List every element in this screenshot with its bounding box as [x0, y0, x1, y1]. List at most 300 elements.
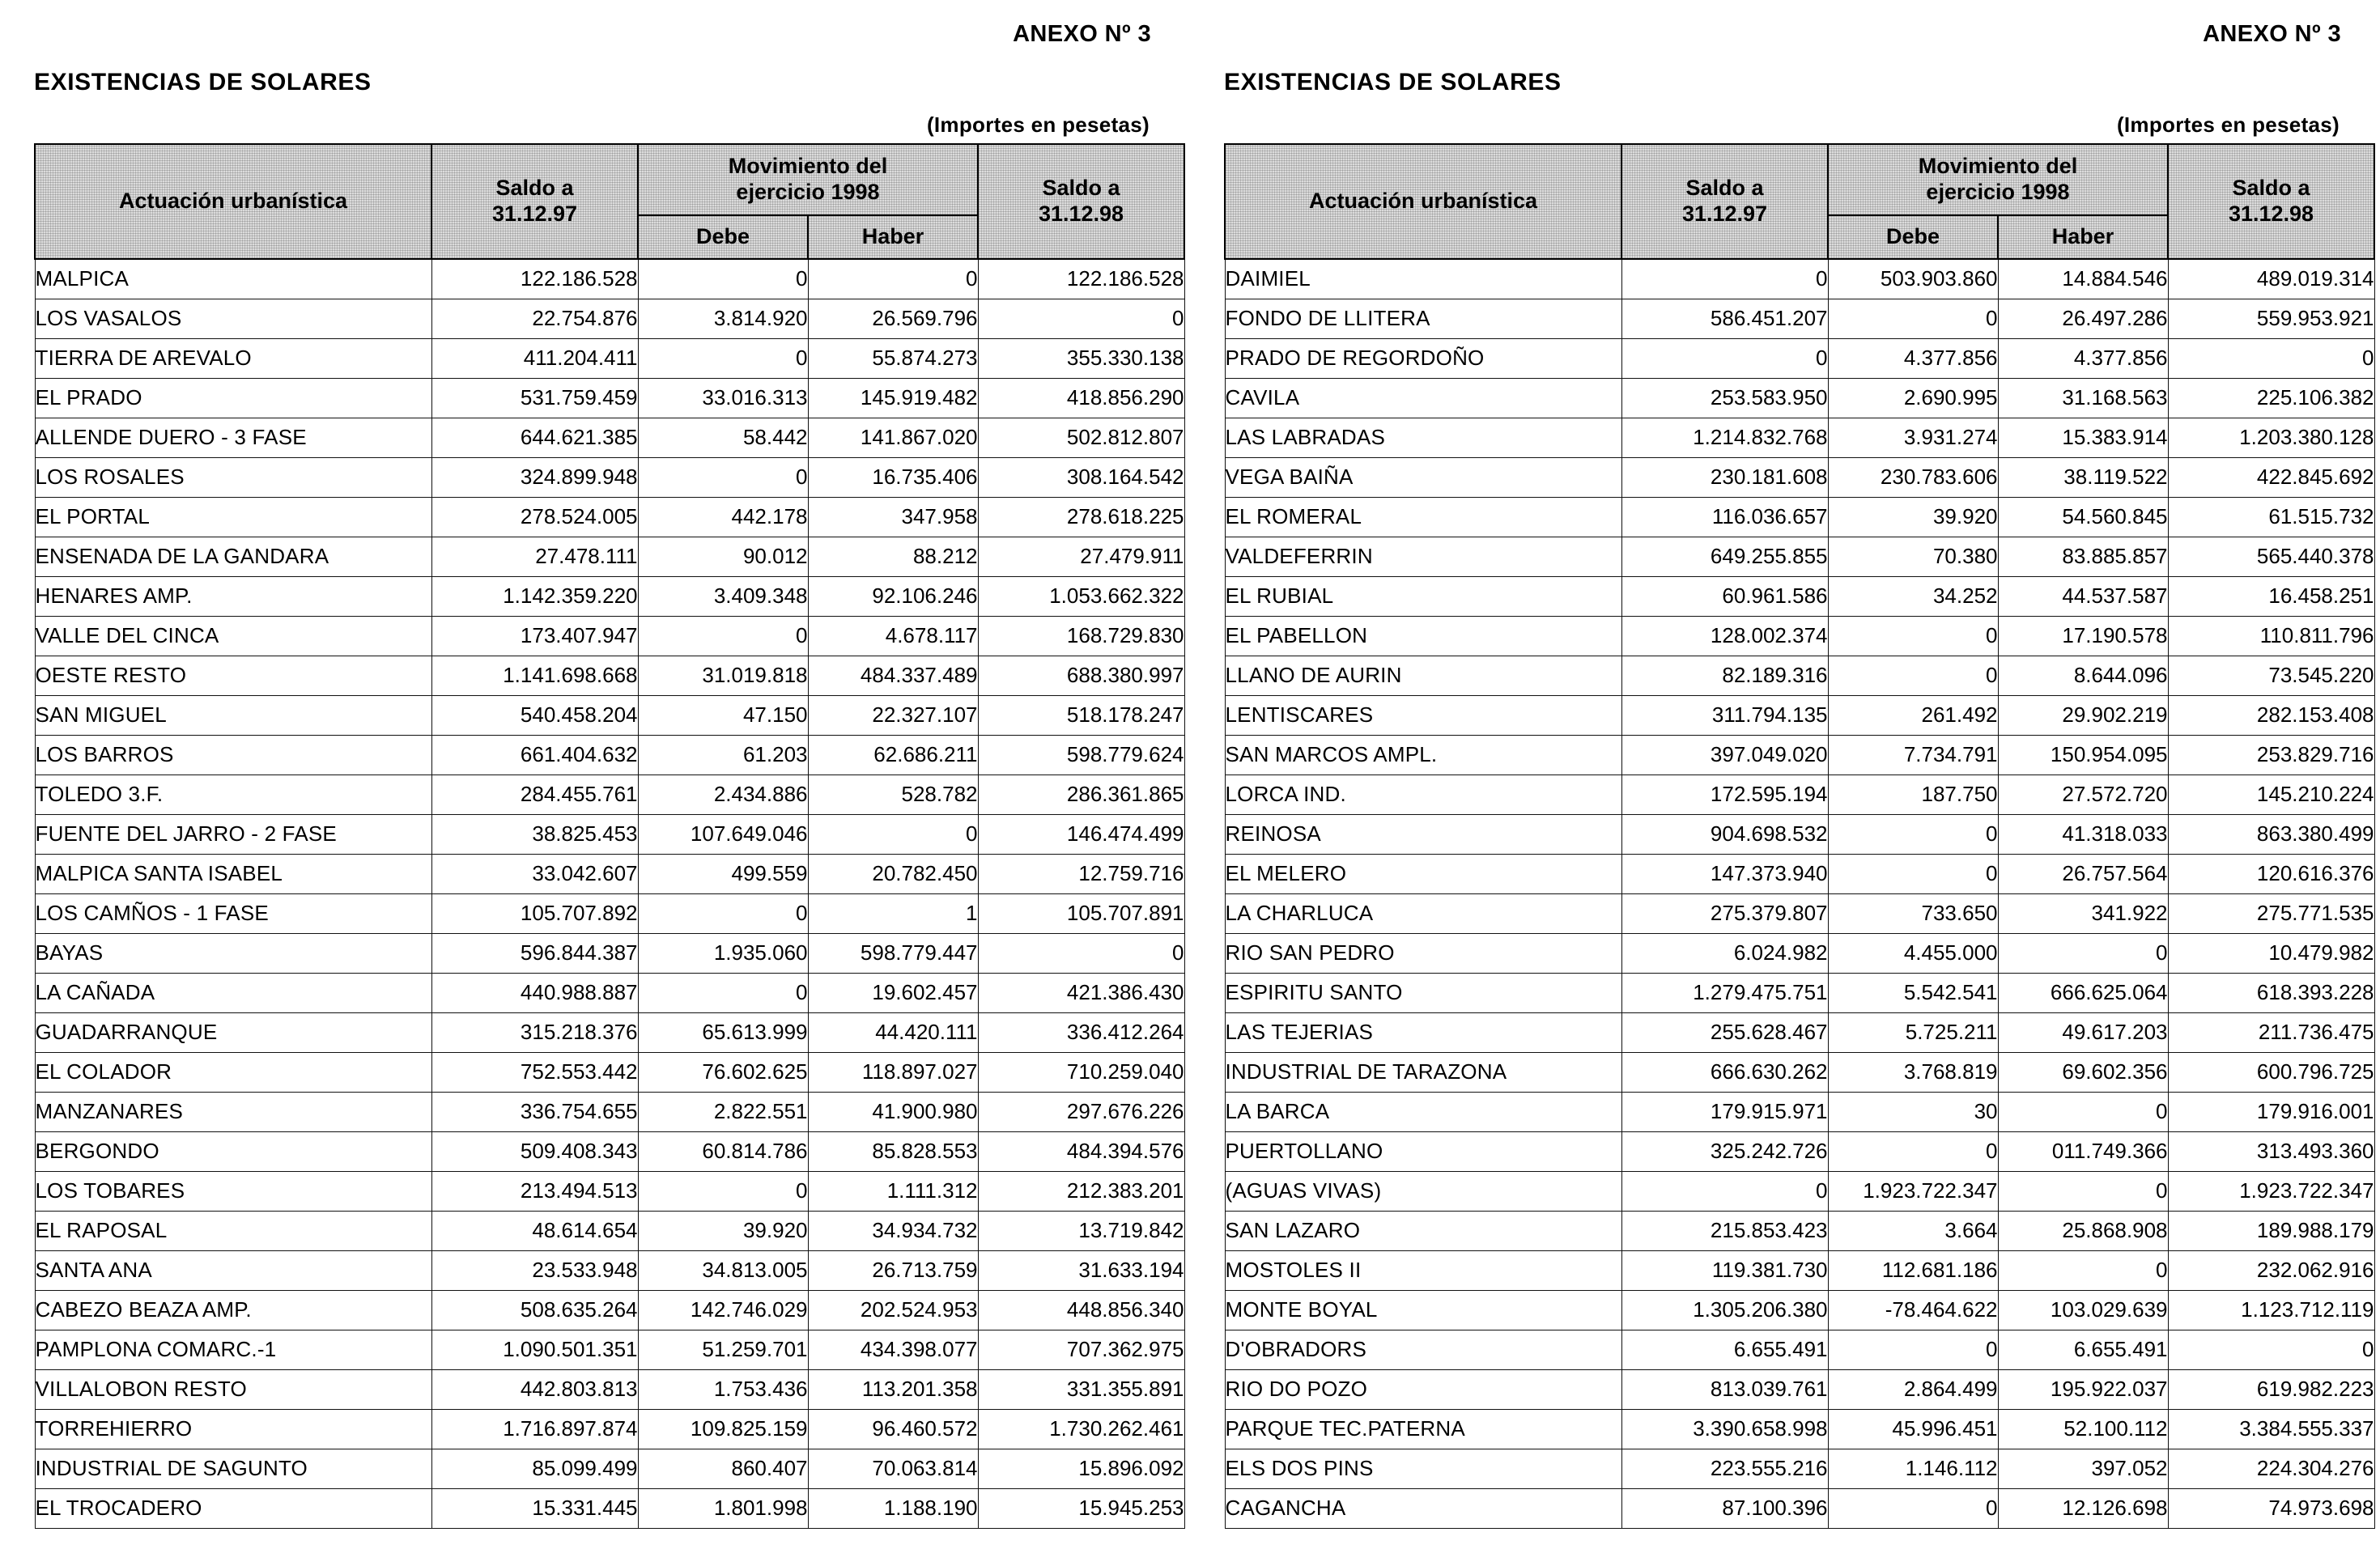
actuacion-cell: ENSENADA DE LA GANDARA	[35, 537, 431, 576]
haber-cell: 195.922.037	[1998, 1369, 2168, 1409]
haber-cell: 528.782	[808, 775, 978, 814]
debe-cell: 2.434.886	[638, 775, 808, 814]
table-body-left	[35, 259, 1184, 1528]
table-row	[35, 814, 1184, 854]
debe-cell: 442.178	[638, 497, 808, 537]
haber-cell: 26.713.759	[808, 1250, 978, 1290]
table-row	[1225, 497, 2374, 537]
saldo98-cell: 313.493.360	[2168, 1131, 2374, 1171]
actuacion-cell: EL ROMERAL	[1225, 497, 1621, 537]
sheet-title-right: EXISTENCIAS DE SOLARES	[1224, 69, 1562, 95]
saldo97-cell: 1.141.698.668	[431, 656, 638, 695]
table-row	[1225, 299, 2374, 338]
haber-cell: 62.686.211	[808, 735, 978, 775]
haber-cell: 0	[808, 259, 978, 299]
actuacion-cell: MOSTOLES II	[1225, 1250, 1621, 1290]
col-header-debe-left: Debe	[638, 215, 808, 259]
saldo98-cell: 253.829.716	[2168, 735, 2374, 775]
table-row	[1225, 893, 2374, 933]
saldo97-cell: 85.099.499	[431, 1449, 638, 1488]
actuacion-cell: VEGA BAIÑA	[1225, 457, 1621, 497]
actuacion-cell: EL COLADOR	[35, 1052, 431, 1092]
saldo97-cell: 315.218.376	[431, 1012, 638, 1052]
haber-cell: 347.958	[808, 497, 978, 537]
actuacion-cell: SAN LAZARO	[1225, 1211, 1621, 1250]
table-row	[1225, 537, 2374, 576]
saldo97-cell: 255.628.467	[1621, 1012, 1828, 1052]
haber-cell: 55.874.273	[808, 338, 978, 378]
debe-cell: 112.681.186	[1828, 1250, 1998, 1290]
table-row	[1225, 1012, 2374, 1052]
actuacion-cell: MALPICA	[35, 259, 431, 299]
haber-cell: 41.318.033	[1998, 814, 2168, 854]
debe-cell: 0	[1828, 1131, 1998, 1171]
saldo98-cell: 278.618.225	[978, 497, 1184, 537]
debe-cell: -78.464.622	[1828, 1290, 1998, 1330]
saldo98-cell: 331.355.891	[978, 1369, 1184, 1409]
table-row	[1225, 1409, 2374, 1449]
table-row	[1225, 1092, 2374, 1131]
actuacion-cell: MONTE BOYAL	[1225, 1290, 1621, 1330]
table-row	[35, 378, 1184, 418]
table-row	[1225, 973, 2374, 1012]
sheet-title-left: EXISTENCIAS DE SOLARES	[34, 69, 372, 95]
actuacion-cell: PARQUE TEC.PATERNA	[1225, 1409, 1621, 1449]
saldo98-cell: 15.945.253	[978, 1488, 1184, 1528]
debe-cell: 4.377.856	[1828, 338, 1998, 378]
debe-cell: 0	[1828, 814, 1998, 854]
saldo98-cell: 31.633.194	[978, 1250, 1184, 1290]
saldo98-cell: 308.164.542	[978, 457, 1184, 497]
actuacion-cell: FONDO DE LLITERA	[1225, 299, 1621, 338]
table-row	[35, 1250, 1184, 1290]
saldo98-cell: 168.729.830	[978, 616, 1184, 656]
saldo98-cell: 12.759.716	[978, 854, 1184, 893]
debe-cell: 107.649.046	[638, 814, 808, 854]
actuacion-cell: ESPIRITU SANTO	[1225, 973, 1621, 1012]
saldo98-cell: 105.707.891	[978, 893, 1184, 933]
debe-cell: 1.146.112	[1828, 1449, 1998, 1488]
actuacion-cell: SAN MARCOS AMPL.	[1225, 735, 1621, 775]
col-header-haber-right: Haber	[1998, 215, 2168, 259]
actuacion-cell: CAGANCHA	[1225, 1488, 1621, 1528]
haber-cell: 69.602.356	[1998, 1052, 2168, 1092]
saldo98-cell: 0	[2168, 1330, 2374, 1369]
saldo97-cell: 230.181.608	[1621, 457, 1828, 497]
saldo97-cell: 509.408.343	[431, 1131, 638, 1171]
saldo97-line2-right: 31.12.97	[1681, 202, 1768, 226]
saldo97-cell: 661.404.632	[431, 735, 638, 775]
saldo98-cell: 1.203.380.128	[2168, 418, 2374, 457]
haber-cell: 15.383.914	[1998, 418, 2168, 457]
saldo98-cell: 189.988.179	[2168, 1211, 2374, 1250]
debe-cell: 65.613.999	[638, 1012, 808, 1052]
saldo97-cell: 1.279.475.751	[1621, 973, 1828, 1012]
debe-cell: 61.203	[638, 735, 808, 775]
saldo97-cell: 586.451.207	[1621, 299, 1828, 338]
table-row	[1225, 616, 2374, 656]
haber-cell: 598.779.447	[808, 933, 978, 973]
table-row	[35, 1449, 1184, 1488]
saldo97-cell: 27.478.111	[431, 537, 638, 576]
saldo97-cell: 397.049.020	[1621, 735, 1828, 775]
haber-cell: 4.377.856	[1998, 338, 2168, 378]
table-row	[1225, 775, 2374, 814]
actuacion-cell: GUADARRANQUE	[35, 1012, 431, 1052]
saldo97-cell: 442.803.813	[431, 1369, 638, 1409]
haber-cell: 25.868.908	[1998, 1211, 2168, 1250]
haber-cell: 0	[1998, 1092, 2168, 1131]
saldo97-cell: 116.036.657	[1621, 497, 1828, 537]
table-row	[1225, 1250, 2374, 1290]
actuacion-cell: DAIMIEL	[1225, 259, 1621, 299]
saldo97-cell: 284.455.761	[431, 775, 638, 814]
saldo97-cell: 752.553.442	[431, 1052, 638, 1092]
table-row	[35, 497, 1184, 537]
debe-cell: 0	[1828, 616, 1998, 656]
saldo98-line1-right: Saldo a	[2232, 176, 2310, 201]
units-note-left: (Importes en pesetas)	[926, 112, 1150, 137]
actuacion-cell: ALLENDE DUERO - 3 FASE	[35, 418, 431, 457]
table-row	[1225, 814, 2374, 854]
saldo98-cell: 1.730.262.461	[978, 1409, 1184, 1449]
saldo97-cell: 1.716.897.874	[431, 1409, 638, 1449]
actuacion-cell: LOS VASALOS	[35, 299, 431, 338]
saldo98-cell: 145.210.224	[2168, 775, 2374, 814]
debe-cell: 0	[1828, 299, 1998, 338]
debe-cell: 187.750	[1828, 775, 1998, 814]
actuacion-cell: LA BARCA	[1225, 1092, 1621, 1131]
saldo97-cell: 179.915.971	[1621, 1092, 1828, 1131]
haber-cell: 52.100.112	[1998, 1409, 2168, 1449]
haber-cell: 12.126.698	[1998, 1488, 2168, 1528]
col-header-saldo97-right	[1621, 144, 1828, 259]
table-row	[35, 576, 1184, 616]
saldo97-cell: 0	[1621, 1171, 1828, 1211]
saldo98-cell: 297.676.226	[978, 1092, 1184, 1131]
haber-cell: 103.029.639	[1998, 1290, 2168, 1330]
saldo98-cell: 688.380.997	[978, 656, 1184, 695]
haber-cell: 19.602.457	[808, 973, 978, 1012]
debe-cell: 0	[638, 1171, 808, 1211]
saldo97-cell: 48.614.654	[431, 1211, 638, 1250]
haber-cell: 484.337.489	[808, 656, 978, 695]
saldo98-cell: 448.856.340	[978, 1290, 1184, 1330]
haber-cell: 38.119.522	[1998, 457, 2168, 497]
actuacion-cell: LLANO DE AURIN	[1225, 656, 1621, 695]
table-row	[1225, 854, 2374, 893]
debe-cell: 142.746.029	[638, 1290, 808, 1330]
saldo98-cell: 863.380.499	[2168, 814, 2374, 854]
saldo97-cell: 644.621.385	[431, 418, 638, 457]
saldo97-cell: 411.204.411	[431, 338, 638, 378]
saldo98-line1-left: Saldo a	[1042, 176, 1120, 201]
debe-cell: 261.492	[1828, 695, 1998, 735]
table-row	[1225, 1211, 2374, 1250]
saldo97-cell: 122.186.528	[431, 259, 638, 299]
debe-cell: 5.542.541	[1828, 973, 1998, 1012]
saldo97-cell: 87.100.396	[1621, 1488, 1828, 1528]
haber-cell: 22.327.107	[808, 695, 978, 735]
haber-cell: 1.111.312	[808, 1171, 978, 1211]
saldo97-cell: 649.255.855	[1621, 537, 1828, 576]
saldo98-cell: 710.259.040	[978, 1052, 1184, 1092]
saldo98-cell: 707.362.975	[978, 1330, 1184, 1369]
saldo98-cell: 74.973.698	[2168, 1488, 2374, 1528]
debe-cell: 5.725.211	[1828, 1012, 1998, 1052]
debe-cell: 1.801.998	[638, 1488, 808, 1528]
saldo97-cell: 22.754.876	[431, 299, 638, 338]
debe-cell: 499.559	[638, 854, 808, 893]
haber-cell: 49.617.203	[1998, 1012, 2168, 1052]
haber-cell: 0	[808, 814, 978, 854]
debe-cell: 1.935.060	[638, 933, 808, 973]
debe-cell: 860.407	[638, 1449, 808, 1488]
table-row	[1225, 735, 2374, 775]
saldo98-cell: 282.153.408	[2168, 695, 2374, 735]
actuacion-cell: RIO SAN PEDRO	[1225, 933, 1621, 973]
table-row	[35, 299, 1184, 338]
debe-cell: 0	[1828, 656, 1998, 695]
saldo98-cell: 27.479.911	[978, 537, 1184, 576]
table-row	[35, 1290, 1184, 1330]
debe-cell: 90.012	[638, 537, 808, 576]
table-row	[35, 537, 1184, 576]
saldo97-cell: 213.494.513	[431, 1171, 638, 1211]
debe-cell: 0	[1828, 854, 1998, 893]
col-header-saldo97-left	[431, 144, 638, 259]
saldo97-cell: 173.407.947	[431, 616, 638, 656]
saldo97-cell: 253.583.950	[1621, 378, 1828, 418]
saldo97-line1-right: Saldo a	[1685, 176, 1764, 201]
saldo98-cell: 110.811.796	[2168, 616, 2374, 656]
table-row	[35, 1369, 1184, 1409]
table-row	[35, 1330, 1184, 1369]
haber-cell: 341.922	[1998, 893, 2168, 933]
haber-cell: 70.063.814	[808, 1449, 978, 1488]
saldo97-cell: 531.759.459	[431, 378, 638, 418]
actuacion-cell: INDUSTRIAL DE TARAZONA	[1225, 1052, 1621, 1092]
actuacion-cell: OESTE RESTO	[35, 656, 431, 695]
debe-cell: 1.753.436	[638, 1369, 808, 1409]
col-header-movimiento-right	[1828, 144, 2168, 215]
actuacion-cell: SAN MIGUEL	[35, 695, 431, 735]
saldo97-cell: 275.379.807	[1621, 893, 1828, 933]
debe-cell: 3.814.920	[638, 299, 808, 338]
haber-cell: 8.644.096	[1998, 656, 2168, 695]
haber-cell: 113.201.358	[808, 1369, 978, 1409]
actuacion-cell: EL RUBIAL	[1225, 576, 1621, 616]
haber-cell: 397.052	[1998, 1449, 2168, 1488]
saldo97-cell: 82.189.316	[1621, 656, 1828, 695]
debe-cell: 1.923.722.347	[1828, 1171, 1998, 1211]
debe-cell: 109.825.159	[638, 1409, 808, 1449]
saldo98-cell: 224.304.276	[2168, 1449, 2374, 1488]
saldo98-cell: 146.474.499	[978, 814, 1184, 854]
haber-cell: 88.212	[808, 537, 978, 576]
saldo97-cell: 3.390.658.998	[1621, 1409, 1828, 1449]
actuacion-cell: TIERRA DE AREVALO	[35, 338, 431, 378]
right-page-panel	[1190, 0, 2380, 1566]
actuacion-cell: LENTISCARES	[1225, 695, 1621, 735]
haber-cell: 145.919.482	[808, 378, 978, 418]
haber-cell: 6.655.491	[1998, 1330, 2168, 1369]
units-note-right: (Importes en pesetas)	[2116, 112, 2340, 137]
saldo98-cell: 225.106.382	[2168, 378, 2374, 418]
saldo97-cell: 0	[1621, 259, 1828, 299]
actuacion-cell: EL PORTAL	[35, 497, 431, 537]
debe-cell: 4.455.000	[1828, 933, 1998, 973]
saldo98-cell: 422.845.692	[2168, 457, 2374, 497]
debe-cell: 2.690.995	[1828, 378, 1998, 418]
saldo98-cell: 600.796.725	[2168, 1052, 2374, 1092]
table-row	[35, 893, 1184, 933]
saldo98-cell: 0	[2168, 338, 2374, 378]
saldo97-cell: 1.214.832.768	[1621, 418, 1828, 457]
table-row	[35, 854, 1184, 893]
col-header-debe-right: Debe	[1828, 215, 1998, 259]
haber-cell: 4.678.117	[808, 616, 978, 656]
table-row	[35, 933, 1184, 973]
actuacion-cell: LA CHARLUCA	[1225, 893, 1621, 933]
actuacion-cell: RIO DO POZO	[1225, 1369, 1621, 1409]
table-row	[1225, 1369, 2374, 1409]
table-row	[1225, 1488, 2374, 1528]
table-row	[35, 775, 1184, 814]
haber-cell: 26.497.286	[1998, 299, 2168, 338]
saldo97-line2-left: 31.12.97	[491, 202, 578, 226]
table-row	[35, 1211, 1184, 1250]
saldo98-cell: 355.330.138	[978, 338, 1184, 378]
table-row	[1225, 1171, 2374, 1211]
haber-cell: 16.735.406	[808, 457, 978, 497]
saldo98-cell: 598.779.624	[978, 735, 1184, 775]
haber-cell: 0	[1998, 1171, 2168, 1211]
debe-cell: 70.380	[1828, 537, 1998, 576]
haber-cell: 83.885.857	[1998, 537, 2168, 576]
col-header-actuacion-right: Actuación urbanística	[1225, 144, 1621, 259]
table-row	[1225, 418, 2374, 457]
saldo97-cell: 6.655.491	[1621, 1330, 1828, 1369]
actuacion-cell: D'OBRADORS	[1225, 1330, 1621, 1369]
table-row	[35, 1012, 1184, 1052]
saldo98-cell: 421.386.430	[978, 973, 1184, 1012]
table-row	[1225, 695, 2374, 735]
actuacion-cell: BERGONDO	[35, 1131, 431, 1171]
debe-cell: 0	[638, 338, 808, 378]
table-row	[35, 259, 1184, 299]
table-row	[35, 1409, 1184, 1449]
table-row	[35, 1052, 1184, 1092]
saldo98-cell: 232.062.916	[2168, 1250, 2374, 1290]
actuacion-cell: LORCA IND.	[1225, 775, 1621, 814]
saldo98-cell: 122.186.528	[978, 259, 1184, 299]
saldo98-cell: 619.982.223	[2168, 1369, 2374, 1409]
actuacion-cell: (AGUAS VIVAS)	[1225, 1171, 1621, 1211]
haber-cell: 666.625.064	[1998, 973, 2168, 1012]
anexo-label-left: ANEXO Nº 3	[1013, 21, 1151, 47]
debe-cell: 60.814.786	[638, 1131, 808, 1171]
saldo98-cell: 1.123.712.119	[2168, 1290, 2374, 1330]
actuacion-cell: LOS ROSALES	[35, 457, 431, 497]
table-row	[1225, 576, 2374, 616]
debe-cell: 30	[1828, 1092, 1998, 1131]
saldo98-cell: 336.412.264	[978, 1012, 1184, 1052]
haber-cell: 96.460.572	[808, 1409, 978, 1449]
table-row	[35, 1488, 1184, 1528]
debe-cell: 34.252	[1828, 576, 1998, 616]
haber-cell: 434.398.077	[808, 1330, 978, 1369]
actuacion-cell: MANZANARES	[35, 1092, 431, 1131]
debe-cell: 39.920	[638, 1211, 808, 1250]
table-row	[35, 616, 1184, 656]
haber-cell: 118.897.027	[808, 1052, 978, 1092]
saldo98-line2-right: 31.12.98	[2228, 202, 2314, 226]
saldo98-cell: 179.916.001	[2168, 1092, 2374, 1131]
actuacion-cell: CABEZO BEAZA AMP.	[35, 1290, 431, 1330]
debe-cell: 0	[638, 457, 808, 497]
actuacion-cell: VILLALOBON RESTO	[35, 1369, 431, 1409]
table-row	[1225, 1449, 2374, 1488]
saldo97-cell: 23.533.948	[431, 1250, 638, 1290]
debe-cell: 230.783.606	[1828, 457, 1998, 497]
table-row	[35, 1092, 1184, 1131]
saldo97-cell: 38.825.453	[431, 814, 638, 854]
actuacion-cell: PUERTOLLANO	[1225, 1131, 1621, 1171]
haber-cell: 141.867.020	[808, 418, 978, 457]
haber-cell: 1.188.190	[808, 1488, 978, 1528]
table-header-right	[1225, 144, 2374, 259]
saldo97-cell: 336.754.655	[431, 1092, 638, 1131]
saldo97-cell: 0	[1621, 338, 1828, 378]
debe-cell: 47.150	[638, 695, 808, 735]
debe-cell: 7.734.791	[1828, 735, 1998, 775]
table-row	[1225, 656, 2374, 695]
actuacion-cell: PAMPLONA COMARC.-1	[35, 1330, 431, 1369]
table-row	[35, 1131, 1184, 1171]
debe-cell: 39.920	[1828, 497, 1998, 537]
haber-cell: 44.420.111	[808, 1012, 978, 1052]
saldo98-cell: 13.719.842	[978, 1211, 1184, 1250]
debe-cell: 51.259.701	[638, 1330, 808, 1369]
debe-cell: 0	[1828, 1330, 1998, 1369]
debe-cell: 58.442	[638, 418, 808, 457]
table-row	[35, 695, 1184, 735]
debe-cell: 31.019.818	[638, 656, 808, 695]
table-body-right	[1225, 259, 2374, 1528]
saldo97-cell: 325.242.726	[1621, 1131, 1828, 1171]
actuacion-cell: EL PABELLON	[1225, 616, 1621, 656]
haber-cell: 150.954.095	[1998, 735, 2168, 775]
saldo98-cell: 120.616.376	[2168, 854, 2374, 893]
debe-cell: 34.813.005	[638, 1250, 808, 1290]
haber-cell: 17.190.578	[1998, 616, 2168, 656]
saldo98-cell: 61.515.732	[2168, 497, 2374, 537]
saldo98-cell: 3.384.555.337	[2168, 1409, 2374, 1449]
actuacion-cell: LOS CAMÑOS - 1 FASE	[35, 893, 431, 933]
debe-cell: 0	[638, 259, 808, 299]
table-row	[1225, 259, 2374, 299]
saldo98-cell: 1.053.662.322	[978, 576, 1184, 616]
col-header-haber-left: Haber	[808, 215, 978, 259]
table-row	[1225, 933, 2374, 973]
table-header-left	[35, 144, 1184, 259]
actuacion-cell: HENARES AMP.	[35, 576, 431, 616]
saldo98-cell: 211.736.475	[2168, 1012, 2374, 1052]
saldo98-cell: 15.896.092	[978, 1449, 1184, 1488]
debe-cell: 0	[1828, 1488, 1998, 1528]
actuacion-cell: LOS BARROS	[35, 735, 431, 775]
